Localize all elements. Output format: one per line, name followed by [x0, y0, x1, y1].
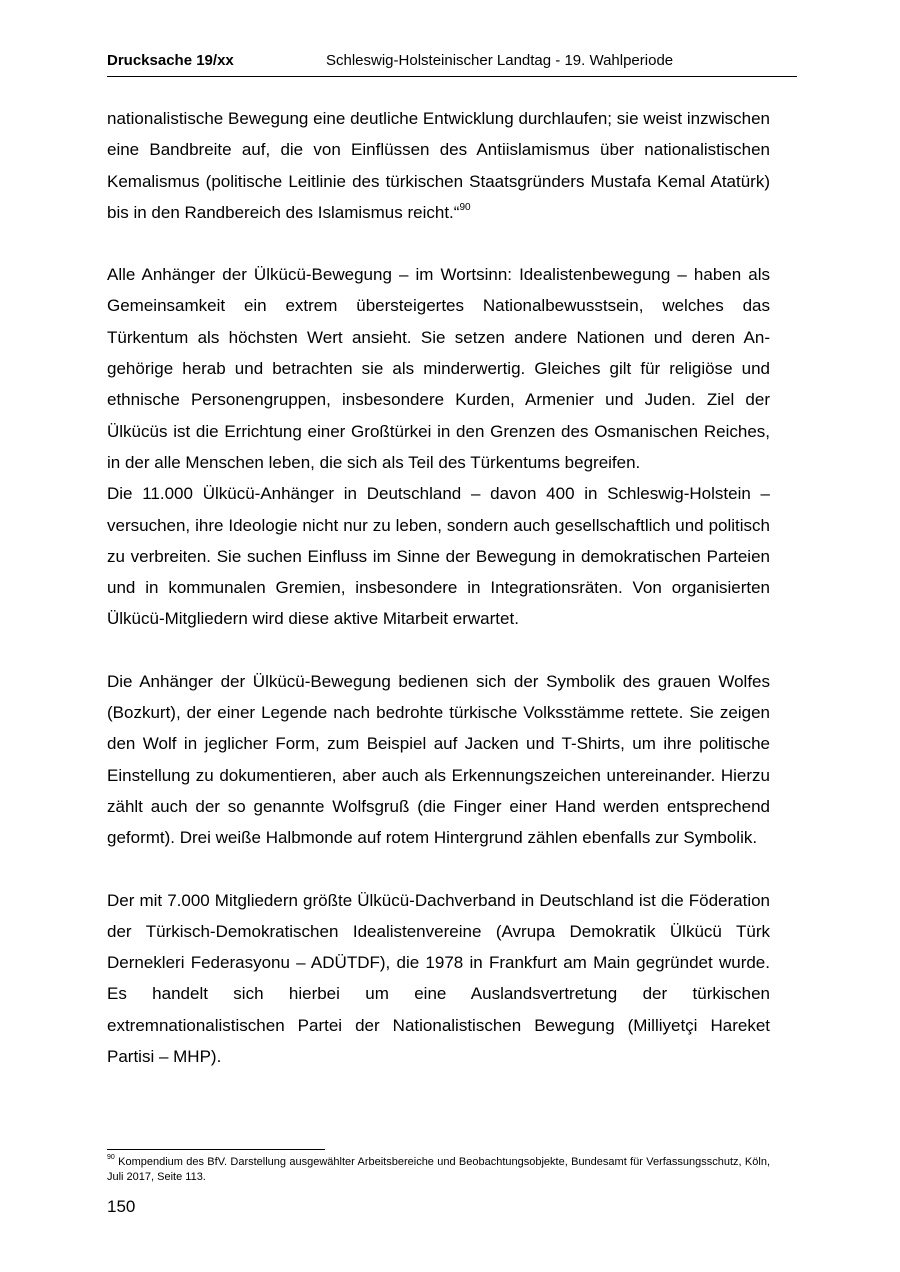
page-header — [107, 52, 797, 76]
document-number: Drucksache 19/xx — [107, 52, 234, 69]
page-number: 150 — [107, 1197, 136, 1216]
paragraph-gap — [107, 635, 770, 666]
paragraph-gap — [107, 228, 770, 259]
footnote-number: 90 — [107, 1154, 115, 1162]
paragraph-2: Alle Anhänger der Ülkücü-Bewegung – im Wortsinn: Idealistenbewegung – haben als Gemeinsamkeit ein extrem übersteigertes Nationalbewusstsein, welches das Türkentum als höchsten Wert ansieht. Sie setzen andere Nationen und deren Angehörige herab und betrachten sie als minderwertig. Gleiches gilt für religiöse und ethnische Personengruppen, insbesondere Kurden, Armenier und Juden. Ziel der Ülkücüs ist die Errichtung einer Großtürkei in den Grenzen des Osmanischen Reiches, in der alle Menschen leben, die sich als Teil des Türkentums begreifen. — [107, 265, 770, 472]
paragraph-5: Der mit 7.000 Mitgliedern größte Ülkücü-Dachverband in Deutschland ist die Föderation der Türkisch-Demokratischen Idealistenvereine (Avrupa Demokratik Ülkücü Türk Dernekleri Federasyonu – ADÜTDF), die 1978 in Frankfurt am Main gegründet wurde. Es handelt sich hierbei um eine Auslandsvertretung der türkischen extremnationalistischen Partei der Nationalistischen Bewegung (Milliyetçi Hareket Partisi – MHP). — [107, 890, 770, 1067]
header-title: Schleswig-Holsteinischer Landtag - 19. Wahlperiode — [326, 52, 674, 69]
paragraph-1-text: nationalistische Bewegung eine deutliche Entwicklung durchlaufen; sie weist inzwischen eine Bandbreite auf, die von Einflüssen des Antiislamismus über nationalistischen Kemalismus (politische Leitlinie des türkischen Staatsgründers Mustafa Kemal Atatürk) bis in den Randbereich des Islamismus reicht.“ — [107, 109, 770, 222]
main-text — [107, 103, 770, 1072]
header-divider — [107, 76, 797, 77]
paragraph-1 — [107, 103, 770, 228]
footnote-text: Kompendium des BfV. Darstellung ausgewählter Arbeitsbereiche und Beobachtungsobjekte, Bundesamt für Verfassungsschutz, Köln, Juli 2017, Seite 113. — [107, 1156, 770, 1183]
paragraph-3: Die 11.000 Ülkücü-Anhänger in Deutschland – davon 400 in Schleswig-Holstein – versuchen, ihre Ideologie nicht nur zu leben, sondern auch gesellschaftlich und politisch zu verbreiten. Sie suchen Einfluss im Sinne der Bewegung in demokratischen Parteien und in kommunalen Gremien, insbesondere in Integrationsräten. Von organisierten Ülkücü-Mitgliedern wird diese aktive Mitarbeit erwartet. — [107, 484, 770, 629]
footnote-ref-90[interactable]: 90 — [459, 202, 471, 214]
paragraph-4: Die Anhänger der Ülkücü-Bewegung bedienen sich der Symbolik des grauen Wolfes (Bozkurt), der einer Legende nach bedrohte türkische Volksstämme rettete. Sie zeigen den Wolf in jeglicher Form, zum Beispiel auf Jacken und T-Shirts, um ihre politische Einstellung zu dokumentieren, aber auch als Erkennungszeichen untereinander. Hierzu zählt auch der so genannte Wolfsgruß (die Finger einer Hand werden entsprechend geformt). Drei weiße Halbmonde auf rotem Hintergrund zählen ebenfalls zur Symbolik. — [107, 671, 770, 848]
footnote-divider — [107, 1149, 325, 1150]
paragraph-gap — [107, 854, 770, 885]
footnote-90 — [107, 1155, 770, 1185]
